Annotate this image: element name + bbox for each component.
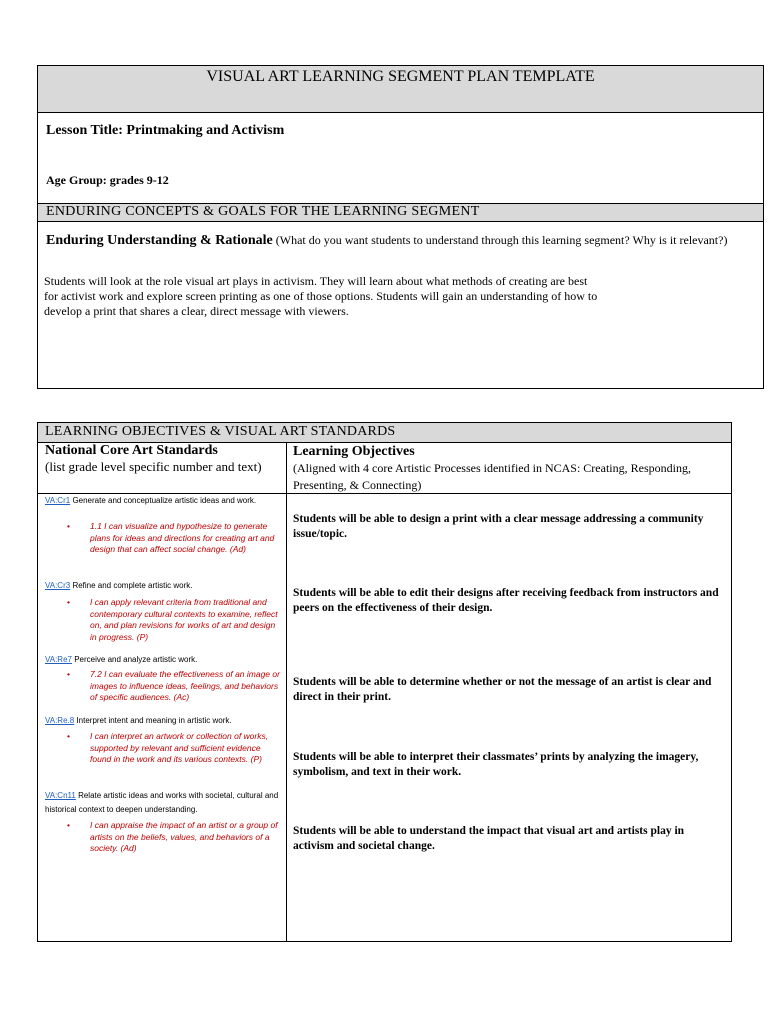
objective-4: Students will be able to interpret their classmates’ prints by analyzing the imagery, symbolism, and text in their work. [293, 751, 699, 778]
bullet-text: 1.1 I can visualize and hypothesize to generate plans for ideas and directions for creating art and design that can affect social change. (Ad) [90, 521, 275, 554]
col2-sub: (Aligned with 4 core Artistic Processes identified in NCAS: Creating, Responding, Presenting, & Connecting) [293, 461, 691, 492]
section-heading: ENDURING CONCEPTS & GOALS FOR THE LEARNING SEGMENT [46, 204, 480, 219]
bullet-text: 7.2 I can evaluate the effectiveness of an image or images to influence ideas, feelings, and behaviors of specific audiences. (Ac) [90, 669, 280, 702]
standard-text: Interpret intent and meaning in artistic work. [76, 716, 232, 725]
standard-2 [45, 580, 281, 591]
eu-body [44, 274, 759, 319]
standard-3 [45, 654, 281, 665]
standard-5-bullet: • I can appraise the impact of an artist or a group of artists on the beliefs, values, and behaviors of a society. (Ad) [67, 820, 278, 853]
eu-prompt: (What do you want students to understand through this learning segment? Why is it relevant?) [275, 233, 728, 247]
objective-1: Students will be able to design a print with a clear message addressing a community issue/topic. [293, 513, 704, 540]
standard-code[interactable]: VA:Re.8 [45, 716, 75, 725]
standard-4 [45, 715, 281, 726]
age-group-value: grades 9-12 [109, 173, 169, 187]
bullet-text: I can interpret an artwork or collection of works, supported by relevant and sufficient evidence found in the work and its various contexts. (P) [90, 731, 269, 764]
col1-sub: (list grade level specific number and text) [45, 459, 262, 474]
objectives-heading: LEARNING OBJECTIVES & VISUAL ART STANDARDS [45, 424, 396, 439]
age-group [46, 173, 169, 188]
eu-body-line-1: Students will look at the role visual art plays in activism. They will learn about what methods of creating are best [44, 274, 588, 288]
segment-plan-box [37, 65, 764, 389]
eu-label: Enduring Understanding & Rationale [46, 233, 273, 248]
page-title: VISUAL ART LEARNING SEGMENT PLAN TEMPLATE [206, 68, 595, 85]
objective-3: Students will be able to determine whether or not the message of an artist is clear and direct in their print. [293, 676, 712, 703]
col2-title: Learning Objectives [293, 444, 415, 459]
standard-5 [45, 789, 285, 817]
col2-header [293, 443, 725, 494]
standard-text: Refine and complete artistic work. [72, 581, 193, 590]
standard-code[interactable]: VA:Cr1 [45, 496, 71, 505]
objective-5: Students will be able to understand the impact that visual art and artists play in activism and societal change. [293, 825, 685, 852]
objectives-table [37, 422, 732, 942]
eu-body-line-2: for activist work and explore screen printing as one of those options. Students will gain an understanding of how to [44, 289, 598, 303]
enduring-understanding [46, 232, 750, 249]
bullet-text: I can apply relevant criteria from traditional and contemporary cultural contexts to examine, reflect on, and plan revisions for works of art and design in progress. (P) [90, 597, 278, 642]
lesson-title-label: Lesson Title: [46, 123, 123, 138]
standard-1 [45, 495, 281, 506]
standard-code[interactable]: VA:Cr3 [45, 581, 71, 590]
standard-1-bullet: • 1.1 I can visualize and hypothesize to generate plans for ideas and directions for creating art and design that can affect social change. (Ad) [67, 521, 275, 554]
standard-code[interactable]: VA:Re7 [45, 655, 72, 664]
col1-header [45, 443, 283, 475]
lesson-title-value: Printmaking and Activism [126, 123, 285, 138]
eu-body-line-3: develop a print that shares a clear, direct message with viewers. [44, 304, 349, 318]
standard-text: Generate and conceptualize artistic ideas and work. [72, 496, 257, 505]
standard-text: Perceive and analyze artistic work. [74, 655, 198, 664]
standard-2-bullet: • I can apply relevant criteria from traditional and contemporary cultural contexts to examine, reflect on, and plan revisions for works of art and design in progress. (P) [67, 597, 278, 642]
standard-4-bullet: • I can interpret an artwork or collection of works, supported by relevant and sufficient evidence found in the work and its various contexts. (P) [67, 731, 269, 764]
objective-2: Students will be able to edit their designs after receiving feedback from instructors and peers on the effectiveness of their design. [293, 587, 719, 614]
bullet-text: I can appraise the impact of an artist or a group of artists on the beliefs, values, and behaviors of a society. (Ad) [90, 820, 278, 853]
standard-code[interactable]: VA:Cn11 [45, 791, 76, 800]
standard-text: Relate artistic ideas and works with societal, cultural and historical context to deepen understanding. [45, 791, 279, 814]
age-group-label: Age Group: [46, 173, 107, 187]
col1-title: National Core Art Standards [45, 443, 218, 458]
standard-3-bullet: • 7.2 I can evaluate the effectiveness of an image or images to influence ideas, feelings, and behaviors of specific audiences. (Ac) [67, 669, 280, 702]
lesson-title [46, 123, 284, 139]
